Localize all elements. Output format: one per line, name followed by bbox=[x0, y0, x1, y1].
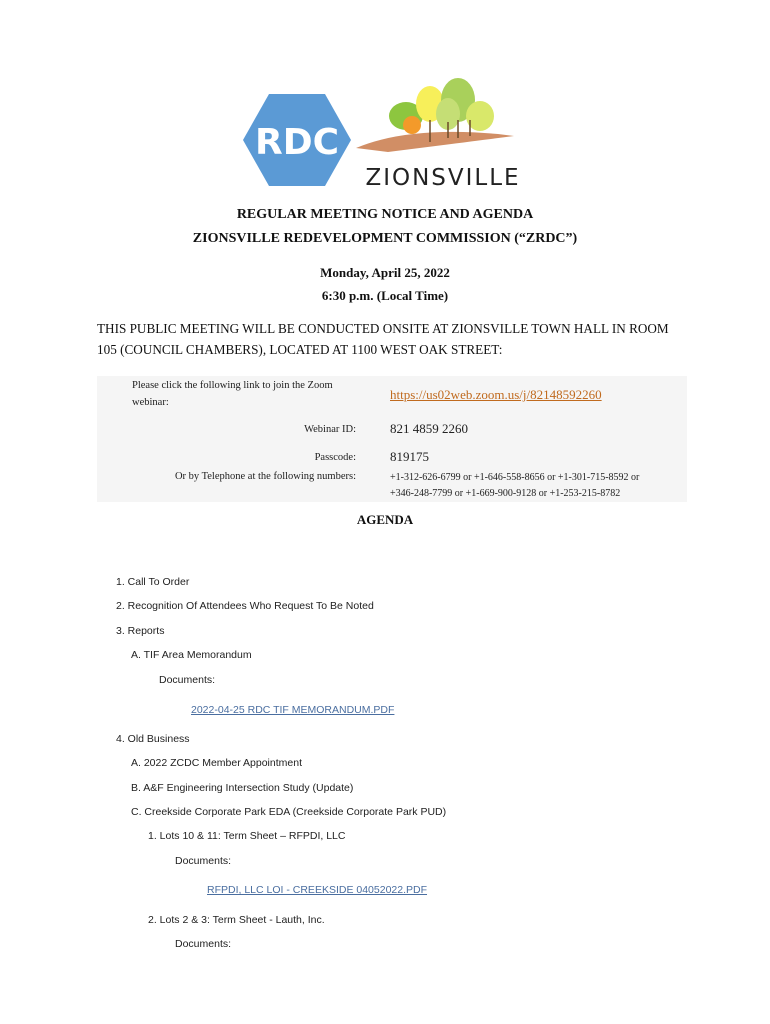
telephone-numbers-line1: +1-312-626-6799 or +1-646-558-8656 or +1-301-715-8592 or bbox=[390, 472, 640, 483]
zoom-link[interactable]: https://us02web.zoom.us/j/82148592260 bbox=[390, 387, 602, 402]
telephone-label: Or by Telephone at the following numbers: bbox=[174, 471, 356, 482]
agenda-item-reports: 3. Reports bbox=[116, 625, 165, 637]
meeting-location-text: THIS PUBLIC MEETING WILL BE CONDUCTED ONSITE AT ZIONSVILLE TOWN HALL IN ROOM 105 (COUNCIL CHAMBERS), LOCATED AT 1100 WEST OAK STREET: bbox=[97, 321, 669, 357]
documents-label: Documents: bbox=[175, 938, 232, 950]
agenda-item-tif-memorandum: A. TIF Area Memorandum bbox=[131, 649, 252, 661]
agenda-item-creekside-eda: C. Creekside Corporate Park EDA (Creekside Corporate Park PUD) bbox=[131, 806, 447, 818]
agenda-item-lots-2-3: 2. Lots 2 & 3: Term Sheet - Lauth, Inc. bbox=[148, 914, 325, 926]
zionsville-logo-text: ZIONSVILLE bbox=[365, 165, 521, 191]
passcode-value: 819175 bbox=[390, 449, 429, 464]
zoom-info-box bbox=[97, 376, 687, 502]
passcode-label: Passcode: bbox=[314, 452, 356, 463]
meeting-date: Monday, April 25, 2022 bbox=[320, 265, 450, 280]
agenda-item-intersection-study: B. A&F Engineering Intersection Study (Update) bbox=[131, 782, 354, 794]
agenda-item-old-business: 4. Old Business bbox=[116, 733, 190, 745]
page-title: REGULAR MEETING NOTICE AND AGENDA bbox=[236, 207, 534, 222]
agenda-heading: AGENDA bbox=[356, 512, 414, 527]
meeting-time: 6:30 p.m. (Local Time) bbox=[321, 288, 449, 303]
rfpdi-loi-pdf-link[interactable]: RFPDI, LLC LOI - CREEKSIDE 04052022.PDF bbox=[207, 884, 428, 896]
agenda-item-recognition: 2. Recognition Of Attendees Who Request To Be Noted bbox=[116, 600, 374, 612]
telephone-numbers-line2: +346-248-7799 or +1-669-900-9128 or +1-253-215-8782 bbox=[390, 488, 621, 499]
agenda-item-zcdc-appointment: A. 2022 ZCDC Member Appointment bbox=[131, 757, 302, 769]
rdc-logo-text: RDC bbox=[254, 122, 340, 163]
documents-label: Documents: bbox=[175, 855, 232, 867]
webinar-id-label: Webinar ID: bbox=[304, 424, 356, 435]
documents-label: Documents: bbox=[159, 674, 216, 686]
rdc-logo bbox=[242, 92, 352, 188]
zoom-join-label-2: webinar: bbox=[132, 397, 169, 408]
agenda-item-call-to-order: 1. Call To Order bbox=[116, 576, 190, 588]
webinar-id-value: 821 4859 2260 bbox=[390, 421, 468, 436]
agenda-item-lots-10-11: 1. Lots 10 & 11: Term Sheet – RFPDI, LLC bbox=[148, 830, 346, 842]
tif-memorandum-pdf-link[interactable]: 2022-04-25 RDC TIF MEMORANDUM.PDF bbox=[191, 704, 395, 716]
zionsville-logo bbox=[348, 76, 538, 192]
zoom-join-label-1: Please click the following link to join the Zoom bbox=[132, 380, 333, 391]
page-subtitle: ZIONSVILLE REDEVELOPMENT COMMISSION (“ZRDC”) bbox=[192, 231, 578, 246]
